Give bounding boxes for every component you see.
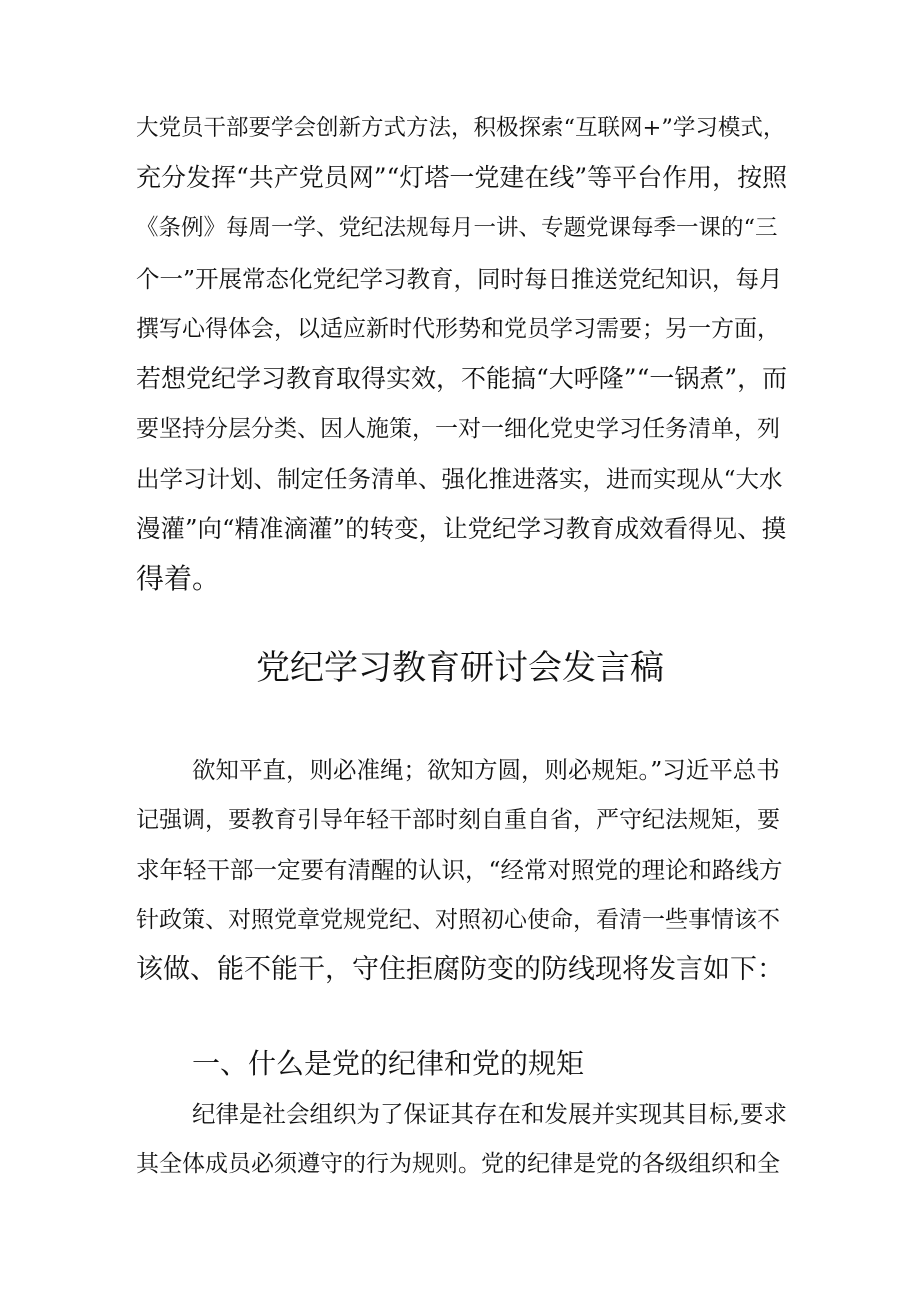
page-title: 党纪学习教育研讨会发言稿 [256, 648, 664, 688]
text-line: 该做、能不能干，守住拒腐防变的防线现将发言如下： [136, 954, 784, 985]
text-line: 欲知平直，则必准绳；欲知方圆，则必规矩。”习近平总书 [192, 756, 780, 784]
text-line: 其全体成员必须遵守的行为规则。党的纪律是党的各级组织和全 [136, 1151, 780, 1177]
text-line: 若想党纪学习教育取得实效，不能搞“大呼隆”“一锅煮”，而 [136, 364, 788, 393]
section-heading: 一、什么是党的纪律和党的规矩 [192, 1047, 585, 1080]
text-line: 《条例》每周一学、党纪法规每月一讲、专题党课每季一课的“三 [136, 215, 778, 241]
text-line: 撰写心得体会，以适应新时代形势和党员学习需要；另一方面， [136, 316, 780, 342]
text-line: 针政策、对照党章党规党纪、对照初心使命，看清一些事情该不 [136, 907, 780, 933]
text-line: 求年轻干部一定要有清醒的认识，“经常对照党的理论和路线方 [136, 856, 783, 884]
text-line: 纪律是社会组织为了保证其存在和发展并实现其目标,要求 [192, 1100, 787, 1128]
text-line: 个一”开展常态化党纪学习教育，同时每日推送党纪知识，每月 [136, 265, 783, 293]
text-line: 得着。 [136, 562, 221, 595]
text-line: 漫灌”向“精准滴灌”的转变，让党纪学习教育成效看得见、摸 [136, 514, 787, 543]
text-line: 出学习计划、制定任务清单、强化推进落实，进而实现从“大水 [136, 465, 783, 493]
text-line: 记强调，要教育引导年轻干部时刻自重自省，严守纪法规矩，要 [136, 807, 780, 833]
text-line: 要坚持分层分类、因人施策，一对一细化党史学习任务清单，列 [136, 416, 780, 442]
text-line: 充分发挥“共产党员网”“灯塔一党建在线”等平台作用，按照 [136, 163, 788, 192]
text-line: 大党员干部要学会创新方式方法，积极探索“互联网+”学习模式， [136, 115, 786, 141]
